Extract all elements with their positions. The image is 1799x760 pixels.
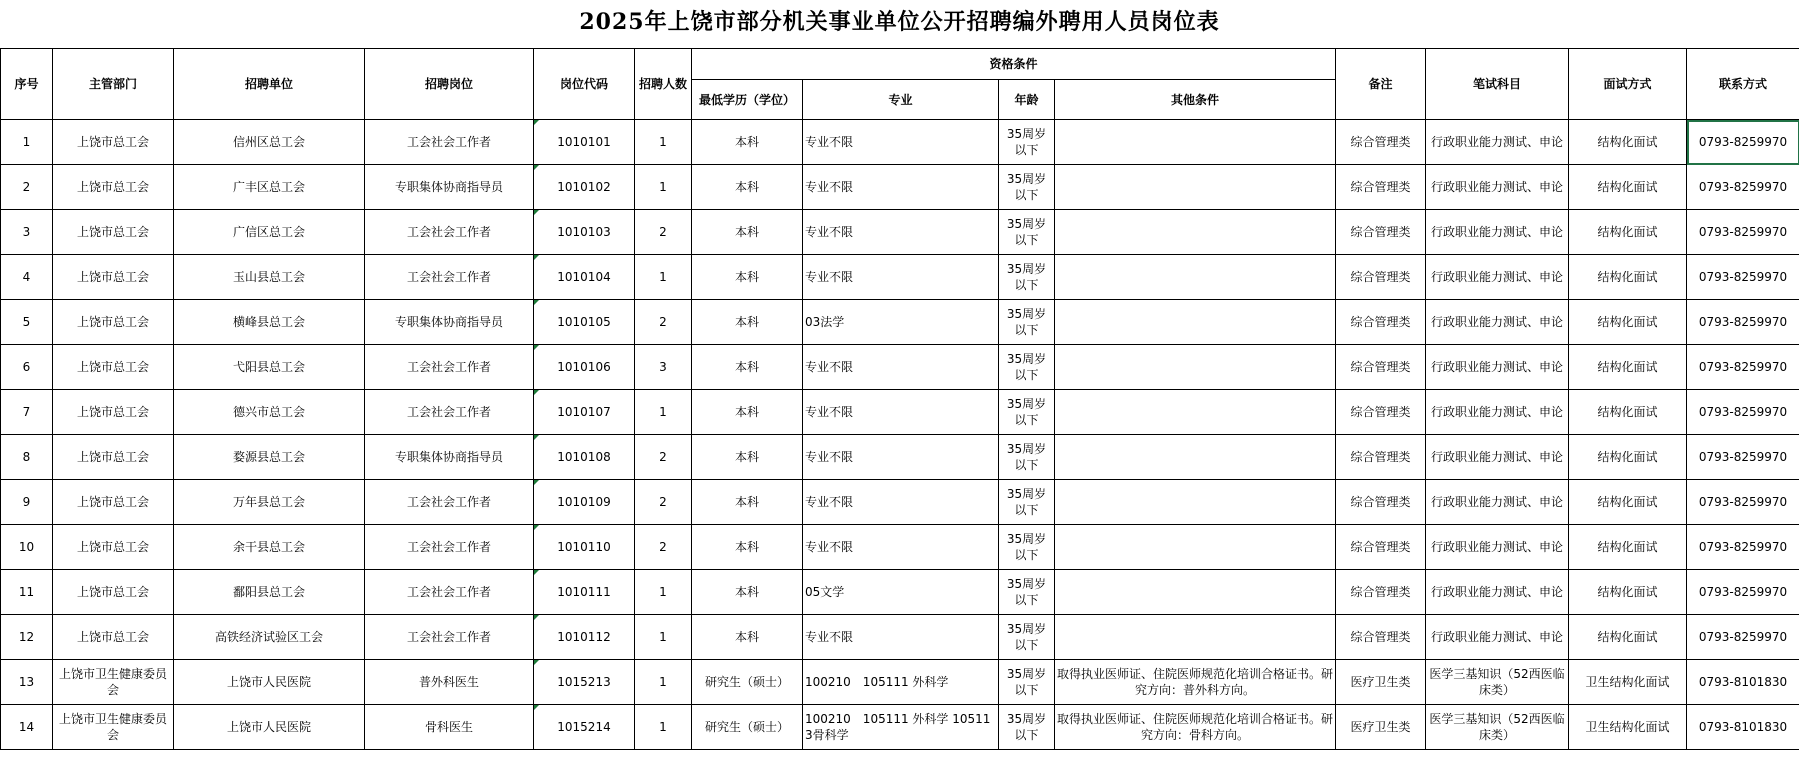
cell-error-indicator-icon <box>534 570 539 575</box>
cell-code-text: 1010111 <box>557 585 611 599</box>
cell-remark[interactable]: 综合管理类 <box>1336 210 1426 255</box>
cell-exam[interactable]: 行政职业能力测试、申论 <box>1426 480 1569 525</box>
cell-remark[interactable]: 综合管理类 <box>1336 570 1426 615</box>
table-row <box>1 705 1799 750</box>
cell-count[interactable]: 1 <box>635 660 692 705</box>
cell-remark[interactable]: 综合管理类 <box>1336 525 1426 570</box>
cell-code[interactable] <box>534 480 635 525</box>
cell-unit[interactable]: 上饶市人民医院 <box>174 705 365 750</box>
cell-age[interactable]: 35周岁以下 <box>999 210 1055 255</box>
cell-count[interactable]: 1 <box>635 165 692 210</box>
cell-count[interactable]: 2 <box>635 480 692 525</box>
cell-remark[interactable]: 医疗卫生类 <box>1336 660 1426 705</box>
cell-code[interactable] <box>534 435 635 480</box>
header-code[interactable]: 岗位代码 <box>534 49 635 120</box>
cell-error-indicator-icon <box>534 255 539 260</box>
cell-edu[interactable]: 本科 <box>692 435 803 480</box>
cell-count[interactable]: 2 <box>635 210 692 255</box>
cell-count[interactable]: 2 <box>635 300 692 345</box>
cell-count[interactable]: 1 <box>635 390 692 435</box>
cell-unit[interactable]: 德兴市总工会 <box>174 390 365 435</box>
cell-code[interactable] <box>534 165 635 210</box>
cell-remark[interactable]: 综合管理类 <box>1336 480 1426 525</box>
cell-edu[interactable]: 本科 <box>692 165 803 210</box>
cell-edu[interactable]: 研究生（硕士） <box>692 660 803 705</box>
cell-code[interactable] <box>534 120 635 165</box>
table-row <box>1 255 1799 300</box>
cell-unit[interactable]: 高铁经济试验区工会 <box>174 615 365 660</box>
table-row <box>1 480 1799 525</box>
cell-exam[interactable]: 行政职业能力测试、申论 <box>1426 570 1569 615</box>
cell-dept[interactable]: 上饶市总工会 <box>53 255 174 300</box>
cell-interview[interactable]: 卫生结构化面试 <box>1569 705 1687 750</box>
cell-dept[interactable]: 上饶市总工会 <box>53 165 174 210</box>
cell-major[interactable]: 专业不限 <box>803 120 999 165</box>
cell-unit[interactable]: 余干县总工会 <box>174 525 365 570</box>
cell-interview[interactable]: 结构化面试 <box>1569 255 1687 300</box>
positions-table <box>0 48 1799 750</box>
cell-contact[interactable]: 0793-8259970 <box>1687 390 1799 435</box>
cell-other[interactable] <box>1055 255 1336 300</box>
table-row <box>1 435 1799 480</box>
cell-edu[interactable]: 研究生（硕士） <box>692 705 803 750</box>
cell-count[interactable]: 1 <box>635 570 692 615</box>
table-row <box>1 120 1799 165</box>
cell-interview[interactable]: 结构化面试 <box>1569 210 1687 255</box>
cell-contact[interactable]: 0793-8259970 <box>1687 615 1799 660</box>
cell-exam[interactable]: 行政职业能力测试、申论 <box>1426 165 1569 210</box>
cell-age[interactable]: 35周岁以下 <box>999 435 1055 480</box>
cell-code-text: 1010109 <box>557 495 611 509</box>
cell-major[interactable]: 专业不限 <box>803 165 999 210</box>
cell-contact[interactable]: 0793-8259970 <box>1687 570 1799 615</box>
cell-other[interactable] <box>1055 615 1336 660</box>
cell-seq[interactable]: 11 <box>1 570 53 615</box>
cell-count[interactable]: 3 <box>635 345 692 390</box>
cell-code[interactable] <box>534 345 635 390</box>
cell-post[interactable]: 工会社会工作者 <box>365 120 534 165</box>
cell-interview[interactable]: 结构化面试 <box>1569 525 1687 570</box>
cell-post[interactable]: 工会社会工作者 <box>365 615 534 660</box>
cell-remark[interactable]: 综合管理类 <box>1336 120 1426 165</box>
cell-other[interactable] <box>1055 525 1336 570</box>
cell-other[interactable] <box>1055 300 1336 345</box>
cell-count[interactable]: 1 <box>635 255 692 300</box>
cell-exam[interactable]: 行政职业能力测试、申论 <box>1426 120 1569 165</box>
cell-major[interactable]: 专业不限 <box>803 435 999 480</box>
cell-post[interactable]: 工会社会工作者 <box>365 480 534 525</box>
header-age[interactable]: 年龄 <box>999 80 1055 120</box>
cell-interview[interactable]: 结构化面试 <box>1569 480 1687 525</box>
cell-edu[interactable]: 本科 <box>692 615 803 660</box>
cell-post[interactable]: 专职集体协商指导员 <box>365 435 534 480</box>
cell-other[interactable] <box>1055 165 1336 210</box>
header-contact[interactable]: 联系方式 <box>1687 49 1799 120</box>
cell-post[interactable]: 工会社会工作者 <box>365 345 534 390</box>
table-row <box>1 390 1799 435</box>
cell-unit[interactable]: 广信区总工会 <box>174 210 365 255</box>
cell-dept[interactable]: 上饶市总工会 <box>53 480 174 525</box>
table-row <box>1 615 1799 660</box>
cell-seq[interactable]: 4 <box>1 255 53 300</box>
header-interview[interactable]: 面试方式 <box>1569 49 1687 120</box>
table-row <box>1 345 1799 390</box>
cell-error-indicator-icon <box>534 435 539 440</box>
cell-interview[interactable]: 结构化面试 <box>1569 345 1687 390</box>
cell-dept[interactable]: 上饶市总工会 <box>53 570 174 615</box>
table-row <box>1 210 1799 255</box>
cell-seq[interactable]: 5 <box>1 300 53 345</box>
cell-interview[interactable]: 卫生结构化面试 <box>1569 660 1687 705</box>
cell-interview[interactable]: 结构化面试 <box>1569 390 1687 435</box>
cell-error-indicator-icon <box>534 705 539 710</box>
cell-code-text: 1010102 <box>557 180 611 194</box>
cell-age[interactable]: 35周岁以下 <box>999 345 1055 390</box>
cell-code[interactable] <box>534 210 635 255</box>
cell-other[interactable]: 取得执业医师证、住院医师规范化培训合格证书。研究方向：普外科方向。 <box>1055 660 1336 705</box>
cell-exam[interactable]: 医学三基知识（52西医临床类） <box>1426 660 1569 705</box>
cell-code-text: 1010107 <box>557 405 611 419</box>
cell-age[interactable]: 35周岁以下 <box>999 480 1055 525</box>
cell-error-indicator-icon <box>534 390 539 395</box>
cell-unit[interactable]: 婺源县总工会 <box>174 435 365 480</box>
cell-post[interactable]: 骨科医生 <box>365 705 534 750</box>
cell-edu[interactable]: 本科 <box>692 390 803 435</box>
cell-edu[interactable]: 本科 <box>692 525 803 570</box>
cell-contact[interactable]: 0793-8259970 <box>1687 525 1799 570</box>
cell-remark[interactable]: 综合管理类 <box>1336 615 1426 660</box>
cell-contact[interactable]: 0793-8259970 <box>1687 435 1799 480</box>
header-seq[interactable]: 序号 <box>1 49 53 120</box>
header-unit[interactable]: 招聘单位 <box>174 49 365 120</box>
cell-other[interactable] <box>1055 120 1336 165</box>
header-qualifications[interactable]: 资格条件 <box>692 49 1336 80</box>
cell-interview[interactable]: 结构化面试 <box>1569 165 1687 210</box>
header-post[interactable]: 招聘岗位 <box>365 49 534 120</box>
header-count[interactable]: 招聘人数 <box>635 49 692 120</box>
cell-other[interactable] <box>1055 480 1336 525</box>
cell-seq[interactable]: 2 <box>1 165 53 210</box>
cell-edu[interactable]: 本科 <box>692 480 803 525</box>
cell-age[interactable]: 35周岁以下 <box>999 660 1055 705</box>
cell-major[interactable]: 专业不限 <box>803 525 999 570</box>
cell-exam[interactable]: 行政职业能力测试、申论 <box>1426 615 1569 660</box>
cell-post[interactable]: 普外科医生 <box>365 660 534 705</box>
cell-edu[interactable]: 本科 <box>692 300 803 345</box>
cell-unit[interactable]: 鄱阳县总工会 <box>174 570 365 615</box>
cell-count[interactable]: 2 <box>635 525 692 570</box>
cell-remark[interactable]: 综合管理类 <box>1336 165 1426 210</box>
header-major[interactable]: 专业 <box>803 80 999 120</box>
cell-contact[interactable]: 0793-8101830 <box>1687 660 1799 705</box>
cell-edu[interactable]: 本科 <box>692 255 803 300</box>
cell-seq[interactable]: 7 <box>1 390 53 435</box>
cell-unit[interactable]: 信州区总工会 <box>174 120 365 165</box>
cell-exam[interactable]: 医学三基知识（52西医临床类） <box>1426 705 1569 750</box>
cell-code[interactable] <box>534 390 635 435</box>
cell-remark[interactable]: 综合管理类 <box>1336 300 1426 345</box>
cell-contact[interactable]: 0793-8259970 <box>1687 165 1799 210</box>
cell-seq[interactable]: 13 <box>1 660 53 705</box>
header-dept[interactable]: 主管部门 <box>53 49 174 120</box>
cell-remark[interactable]: 综合管理类 <box>1336 435 1426 480</box>
cell-code[interactable] <box>534 660 635 705</box>
cell-code[interactable] <box>534 705 635 750</box>
cell-unit[interactable]: 玉山县总工会 <box>174 255 365 300</box>
cell-post[interactable]: 工会社会工作者 <box>365 210 534 255</box>
cell-error-indicator-icon <box>534 165 539 170</box>
cell-post[interactable]: 专职集体协商指导员 <box>365 300 534 345</box>
cell-unit[interactable]: 广丰区总工会 <box>174 165 365 210</box>
cell-post[interactable]: 工会社会工作者 <box>365 570 534 615</box>
cell-contact[interactable]: 0793-8259970 <box>1687 480 1799 525</box>
cell-unit[interactable]: 万年县总工会 <box>174 480 365 525</box>
cell-remark[interactable]: 综合管理类 <box>1336 255 1426 300</box>
cell-code-text: 1015213 <box>557 675 611 689</box>
cell-post[interactable]: 工会社会工作者 <box>365 525 534 570</box>
cell-age[interactable]: 35周岁以下 <box>999 615 1055 660</box>
cell-dept[interactable]: 上饶市总工会 <box>53 300 174 345</box>
cell-remark[interactable]: 医疗卫生类 <box>1336 705 1426 750</box>
cell-major[interactable]: 专业不限 <box>803 480 999 525</box>
cell-other[interactable]: 取得执业医师证、住院医师规范化培训合格证书。研究方向：骨科方向。 <box>1055 705 1336 750</box>
cell-major[interactable]: 专业不限 <box>803 390 999 435</box>
cell-unit[interactable]: 上饶市人民医院 <box>174 660 365 705</box>
cell-other[interactable] <box>1055 390 1336 435</box>
cell-seq[interactable]: 3 <box>1 210 53 255</box>
cell-error-indicator-icon <box>534 660 539 665</box>
cell-interview[interactable]: 结构化面试 <box>1569 615 1687 660</box>
cell-major[interactable]: 100210 105111 外科学 <box>803 660 999 705</box>
cell-error-indicator-icon <box>534 345 539 350</box>
cell-major[interactable]: 专业不限 <box>803 210 999 255</box>
cell-remark[interactable]: 综合管理类 <box>1336 390 1426 435</box>
cell-major[interactable]: 05文学 <box>803 570 999 615</box>
cell-seq[interactable]: 14 <box>1 705 53 750</box>
cell-exam[interactable]: 行政职业能力测试、申论 <box>1426 345 1569 390</box>
cell-seq[interactable]: 6 <box>1 345 53 390</box>
cell-error-indicator-icon <box>534 120 539 125</box>
cell-count[interactable]: 1 <box>635 120 692 165</box>
cell-exam[interactable]: 行政职业能力测试、申论 <box>1426 525 1569 570</box>
cell-seq[interactable]: 1 <box>1 120 53 165</box>
cell-age[interactable]: 35周岁以下 <box>999 300 1055 345</box>
cell-code-text: 1010103 <box>557 225 611 239</box>
cell-count[interactable]: 1 <box>635 615 692 660</box>
cell-contact[interactable]: 0793-8259970 <box>1687 255 1799 300</box>
cell-interview[interactable]: 结构化面试 <box>1569 300 1687 345</box>
cell-code[interactable] <box>534 255 635 300</box>
cell-count[interactable]: 1 <box>635 705 692 750</box>
cell-code-text: 1010110 <box>557 540 611 554</box>
cell-age[interactable]: 35周岁以下 <box>999 705 1055 750</box>
cell-age[interactable]: 35周岁以下 <box>999 255 1055 300</box>
cell-code-text: 1010106 <box>557 360 611 374</box>
header-other[interactable]: 其他条件 <box>1055 80 1336 120</box>
cell-major[interactable]: 专业不限 <box>803 345 999 390</box>
table-row <box>1 570 1799 615</box>
cell-error-indicator-icon <box>534 525 539 530</box>
cell-error-indicator-icon <box>534 210 539 215</box>
cell-code-text: 1015214 <box>557 720 611 734</box>
cell-error-indicator-icon <box>534 480 539 485</box>
cell-dept[interactable]: 上饶市总工会 <box>53 210 174 255</box>
cell-other[interactable] <box>1055 570 1336 615</box>
cell-contact[interactable]: 0793-8101830 <box>1687 705 1799 750</box>
cell-code[interactable] <box>534 570 635 615</box>
cell-major[interactable]: 专业不限 <box>803 615 999 660</box>
cell-other[interactable] <box>1055 345 1336 390</box>
cell-code-text: 1010101 <box>557 135 611 149</box>
cell-code[interactable] <box>534 525 635 570</box>
cell-code-text: 1010112 <box>557 630 611 644</box>
cell-seq[interactable]: 8 <box>1 435 53 480</box>
cell-seq[interactable]: 10 <box>1 525 53 570</box>
cell-major[interactable]: 03法学 <box>803 300 999 345</box>
cell-major[interactable]: 100210 105111 外科学 105113骨科学 <box>803 705 999 750</box>
cell-seq[interactable]: 12 <box>1 615 53 660</box>
header-edu[interactable]: 最低学历（学位） <box>692 80 803 120</box>
cell-edu[interactable]: 本科 <box>692 570 803 615</box>
page-title: 2025年上饶市部分机关事业单位公开招聘编外聘用人员岗位表 <box>579 9 1220 35</box>
cell-exam[interactable]: 行政职业能力测试、申论 <box>1426 300 1569 345</box>
cell-exam[interactable]: 行政职业能力测试、申论 <box>1426 435 1569 480</box>
cell-exam[interactable]: 行政职业能力测试、申论 <box>1426 210 1569 255</box>
cell-unit[interactable]: 弋阳县总工会 <box>174 345 365 390</box>
table-row <box>1 660 1799 705</box>
cell-age[interactable]: 35周岁以下 <box>999 525 1055 570</box>
cell-edu[interactable]: 本科 <box>692 120 803 165</box>
cell-dept[interactable]: 上饶市总工会 <box>53 435 174 480</box>
cell-code-text: 1010104 <box>557 270 611 284</box>
cell-other[interactable] <box>1055 210 1336 255</box>
cell-dept[interactable]: 上饶市总工会 <box>53 615 174 660</box>
table-row <box>1 525 1799 570</box>
cell-edu[interactable]: 本科 <box>692 345 803 390</box>
header-exam[interactable]: 笔试科目 <box>1426 49 1569 120</box>
cell-code-text: 1010108 <box>557 450 611 464</box>
cell-age[interactable]: 35周岁以下 <box>999 390 1055 435</box>
cell-code[interactable] <box>534 615 635 660</box>
cell-seq[interactable]: 9 <box>1 480 53 525</box>
table-row <box>1 165 1799 210</box>
cell-error-indicator-icon <box>534 615 539 620</box>
cell-exam[interactable]: 行政职业能力测试、申论 <box>1426 390 1569 435</box>
cell-age[interactable]: 35周岁以下 <box>999 570 1055 615</box>
cell-remark[interactable]: 综合管理类 <box>1336 345 1426 390</box>
cell-dept[interactable]: 上饶市总工会 <box>53 120 174 165</box>
cell-unit[interactable]: 横峰县总工会 <box>174 300 365 345</box>
header-remark[interactable]: 备注 <box>1336 49 1426 120</box>
cell-code[interactable] <box>534 300 635 345</box>
cell-dept[interactable]: 上饶市卫生健康委员会 <box>53 705 174 750</box>
cell-code-text: 1010105 <box>557 315 611 329</box>
cell-dept[interactable]: 上饶市总工会 <box>53 390 174 435</box>
cell-error-indicator-icon <box>534 300 539 305</box>
cell-contact[interactable]: 0793-8259970 <box>1687 300 1799 345</box>
table-row <box>1 300 1799 345</box>
cell-post[interactable]: 工会社会工作者 <box>365 390 534 435</box>
cell-other[interactable] <box>1055 435 1336 480</box>
cell-contact[interactable]: 0793-8259970 <box>1687 345 1799 390</box>
cell-dept[interactable]: 上饶市总工会 <box>53 525 174 570</box>
cell-major[interactable]: 专业不限 <box>803 255 999 300</box>
cell-edu[interactable]: 本科 <box>692 210 803 255</box>
cell-contact[interactable]: 0793-8259970 <box>1687 210 1799 255</box>
cell-exam[interactable]: 行政职业能力测试、申论 <box>1426 255 1569 300</box>
cell-age[interactable]: 35周岁以下 <box>999 165 1055 210</box>
cell-dept[interactable]: 上饶市卫生健康委员会 <box>53 660 174 705</box>
cell-post[interactable]: 专职集体协商指导员 <box>365 165 534 210</box>
cell-contact[interactable]: 0793-8259970 <box>1687 120 1799 165</box>
cell-post[interactable]: 工会社会工作者 <box>365 255 534 300</box>
cell-count[interactable]: 2 <box>635 435 692 480</box>
cell-age[interactable]: 35周岁以下 <box>999 120 1055 165</box>
cell-dept[interactable]: 上饶市总工会 <box>53 345 174 390</box>
cell-interview[interactable]: 结构化面试 <box>1569 570 1687 615</box>
cell-interview[interactable]: 结构化面试 <box>1569 435 1687 480</box>
cell-interview[interactable]: 结构化面试 <box>1569 120 1687 165</box>
